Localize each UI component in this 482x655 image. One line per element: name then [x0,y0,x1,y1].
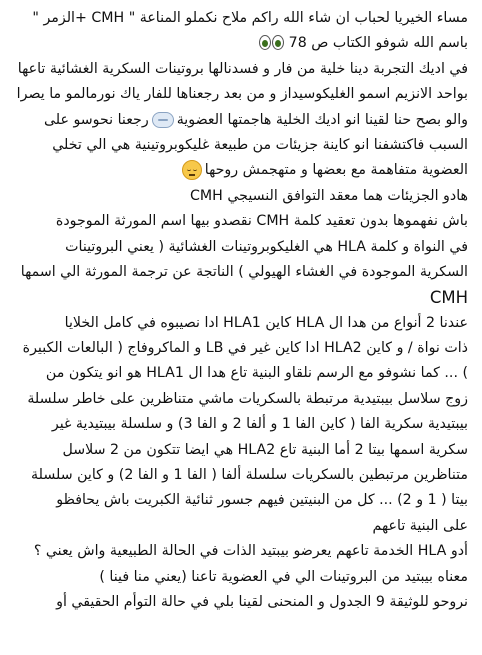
post-line-13: عندنا 2 أنواع من هدا ال HLA كاين HLA1 ادا نصيبوه في كامل الخلايا [64,314,468,331]
post-line-19: متناظرين مرتبطين بالسكريات سلسلة ألفا ( الفا 1 و الفا 2) و كاين سلسلة [31,467,468,484]
post-line-14: ذات نواة / و كاين HLA2 ادا كاين غير في LB و الماكروفاج ( البالعات الكبيرة [22,340,468,357]
post-line-5-tail: رجعنا نحوسو على [43,111,149,128]
post-line-5 [10,108,468,133]
post-line-6: السبب فاكتشفنا انو كاينة جزيئات من طبيعة غليكوبروتينية هي الي تخلي [52,136,468,153]
post-line-7 [10,158,468,183]
post-line-18: سكرية اسمها بيتا 2 أما البنية تاع HLA2 هي ايضا تتكون من 2 سلاسل [62,441,468,458]
post-line-8: هادو الجزيئات هما معقد التوافق النسيجي CMH [190,187,468,204]
thought-bubble-icon [152,112,174,128]
post-line-5-text: والو بصح حنا لقينا انو اديك الخلية هاجمتها العضوية [176,111,468,128]
post-line-12: CMH [429,288,468,308]
post-line-2-text: باسم الله شوفو الكتاب ص 78 [288,35,468,52]
post-line-4: بواحد الانزيم اسمو الغليكوسيداز و من بعد رجعناها للفار ياك نورمالمو ما يصرا [16,86,468,103]
post-line-16: زوج سلاسل بيبتيدية مرتبطة بالسكريات ماشي متناظرين على خاطر سلسلة [27,390,468,407]
post-line-10: في النواة و كلمة HLA هي الغليكوبروتينات الغشائية ( يعني البروتينات [65,238,468,255]
relieved-face-icon [182,160,202,180]
post-line-23: معناه بيبتيد من البروتينات الي في العضوية تاعنا (يعني منا فينا ) [99,568,468,585]
post-line-21: على البنية تاعهم [372,517,468,534]
post-line-24: نروحو للوثيقة 9 الجدول و المنحنى لقينا بلي في حالة التوأم الحقيقي أو [56,593,468,610]
eyes-icon [258,34,286,52]
post-line-22: أدو HLA الخدمة تاعهم يعرضو بيبتيد الذات في الحالة الطبيعية واش يعني ؟ [33,543,468,560]
post-line-9: باش نفهموها بدون تعقيد كلمة CMH نقصدو بيها اسم المورثة الموجودة [55,213,468,230]
post-line-1: مساء الخيريا لحباب ان شاء الله راكم ملاح نكملو المناعة " CMH +الزمر " [32,10,468,26]
post-line-20: بيتا ( 1 و 2) ... كل من البنيتين فيهم جسور ثنائية الكبريت باش يحافظو [56,492,468,509]
post-line-17: بيبتيدية سكرية الفا ( كاين الفا 1 و ألفا 2 و الفا 3) و سلسلة بيبتيدية غير [51,416,468,433]
post-line-2 [10,31,468,56]
post-line-3: في اديك التجربة دينا خلية من فار و فسدنالها بروتينات السكرية الغشائية تاعها [17,60,468,77]
post-line-7-text: العضوية متفاهمة مع بعضها و متهجمش روحها [204,162,468,179]
post-line-11: السكرية الموجودة في الغشاء الهيولي ) الناتجة عن ترجمة المورثة الي اسمها [20,263,468,280]
post-line-15: ) ... كما نشوفو مع الرسم نلقاو البنية تاع هدا ال HLA1 هو انو يتكون من [45,365,468,382]
